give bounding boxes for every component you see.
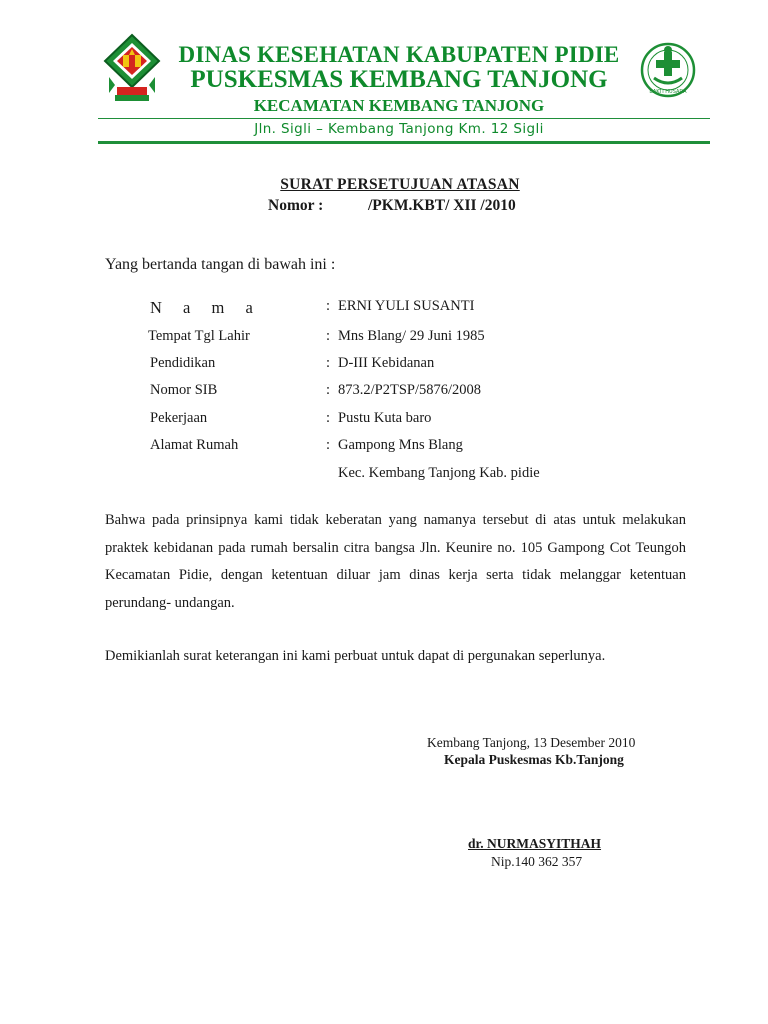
header-rule-thick bbox=[98, 141, 710, 144]
field-row-alamat-continued bbox=[0, 465, 768, 491]
field-colon: : bbox=[326, 410, 331, 426]
bakti-husada-logo-icon bbox=[640, 38, 696, 106]
header-agency-name: DINAS KESEHATAN KABUPATEN PIDIE bbox=[178, 42, 620, 67]
signature-place-date: Kembang Tanjong, 13 Desember 2010 bbox=[427, 735, 636, 750]
header-puskesmas-name: PUSKESMAS KEMBANG TANJONG bbox=[190, 66, 608, 93]
field-label: N a m a bbox=[150, 298, 262, 317]
field-colon: : bbox=[326, 298, 331, 314]
header-rule-thin bbox=[98, 118, 710, 119]
letter-number-label: Nomor : bbox=[268, 197, 324, 214]
letter-body-paragraph: Bahwa pada prinsipnya kami tidak keberatan yang namanya tersebut di atas untuk melakukan praktek kebidanan pada rumah bersalin citra bangsa Jln. Keunire no. 105 Gampong Cot Teungoh Kecamatan Pidie, dengan ketentuan diluar jam dinas kerja serta tidak melanggar ketentuan perundang- undangan. bbox=[105, 512, 686, 611]
signature-role: Kepala Puskesmas Kb.Tanjong bbox=[444, 752, 624, 767]
field-row-nama bbox=[0, 298, 768, 324]
signature-nip: Nip.140 362 357 bbox=[491, 854, 583, 869]
field-label: Tempat Tgl Lahir bbox=[148, 328, 250, 344]
field-label: Alamat Rumah bbox=[150, 437, 239, 453]
letter-intro: Yang bertanda tangan di bawah ini : bbox=[105, 256, 336, 273]
pidie-regency-emblem-icon bbox=[103, 33, 161, 113]
header-district-name: KECAMATAN KEMBANG TANJONG bbox=[253, 96, 545, 115]
field-colon: : bbox=[326, 437, 331, 453]
signature-name: dr. NURMASYITHAH bbox=[468, 836, 602, 851]
field-value: 873.2/P2TSP/5876/2008 bbox=[338, 382, 482, 398]
letter-closing: Demikianlah surat keterangan ini kami perbuat untuk dapat di pergunakan seperlunya. bbox=[105, 648, 606, 664]
field-row-nomor-sib bbox=[0, 382, 768, 408]
field-label: Pendidikan bbox=[150, 355, 216, 371]
header-address: Jln. Sigli – Kembang Tanjong Km. 12 Sigli bbox=[254, 121, 544, 137]
field-label: Pekerjaan bbox=[150, 410, 208, 426]
field-row-alamat-rumah bbox=[0, 437, 768, 463]
letter-number-value: /PKM.KBT/ XII /2010 bbox=[368, 197, 516, 214]
field-row-pekerjaan bbox=[0, 410, 768, 436]
field-row-tempat-tgl-lahir bbox=[0, 328, 768, 354]
field-value: Gampong Mns Blang bbox=[338, 437, 463, 453]
field-value: Kec. Kembang Tanjong Kab. pidie bbox=[338, 465, 540, 481]
field-value: Mns Blang/ 29 Juni 1985 bbox=[338, 328, 485, 344]
field-value: Pustu Kuta baro bbox=[338, 410, 432, 426]
field-colon: : bbox=[326, 355, 331, 371]
field-value: ERNI YULI SUSANTI bbox=[338, 298, 475, 314]
field-colon: : bbox=[326, 382, 331, 398]
field-value: D-III Kebidanan bbox=[338, 355, 435, 371]
field-label: Nomor SIB bbox=[150, 382, 218, 398]
letter-title: SURAT PERSETUJUAN ATASAN bbox=[280, 176, 520, 193]
field-colon: : bbox=[326, 328, 331, 344]
field-row-pendidikan bbox=[0, 355, 768, 381]
bakti-husada-logo-text: BAKTI HUSADA bbox=[649, 89, 687, 95]
